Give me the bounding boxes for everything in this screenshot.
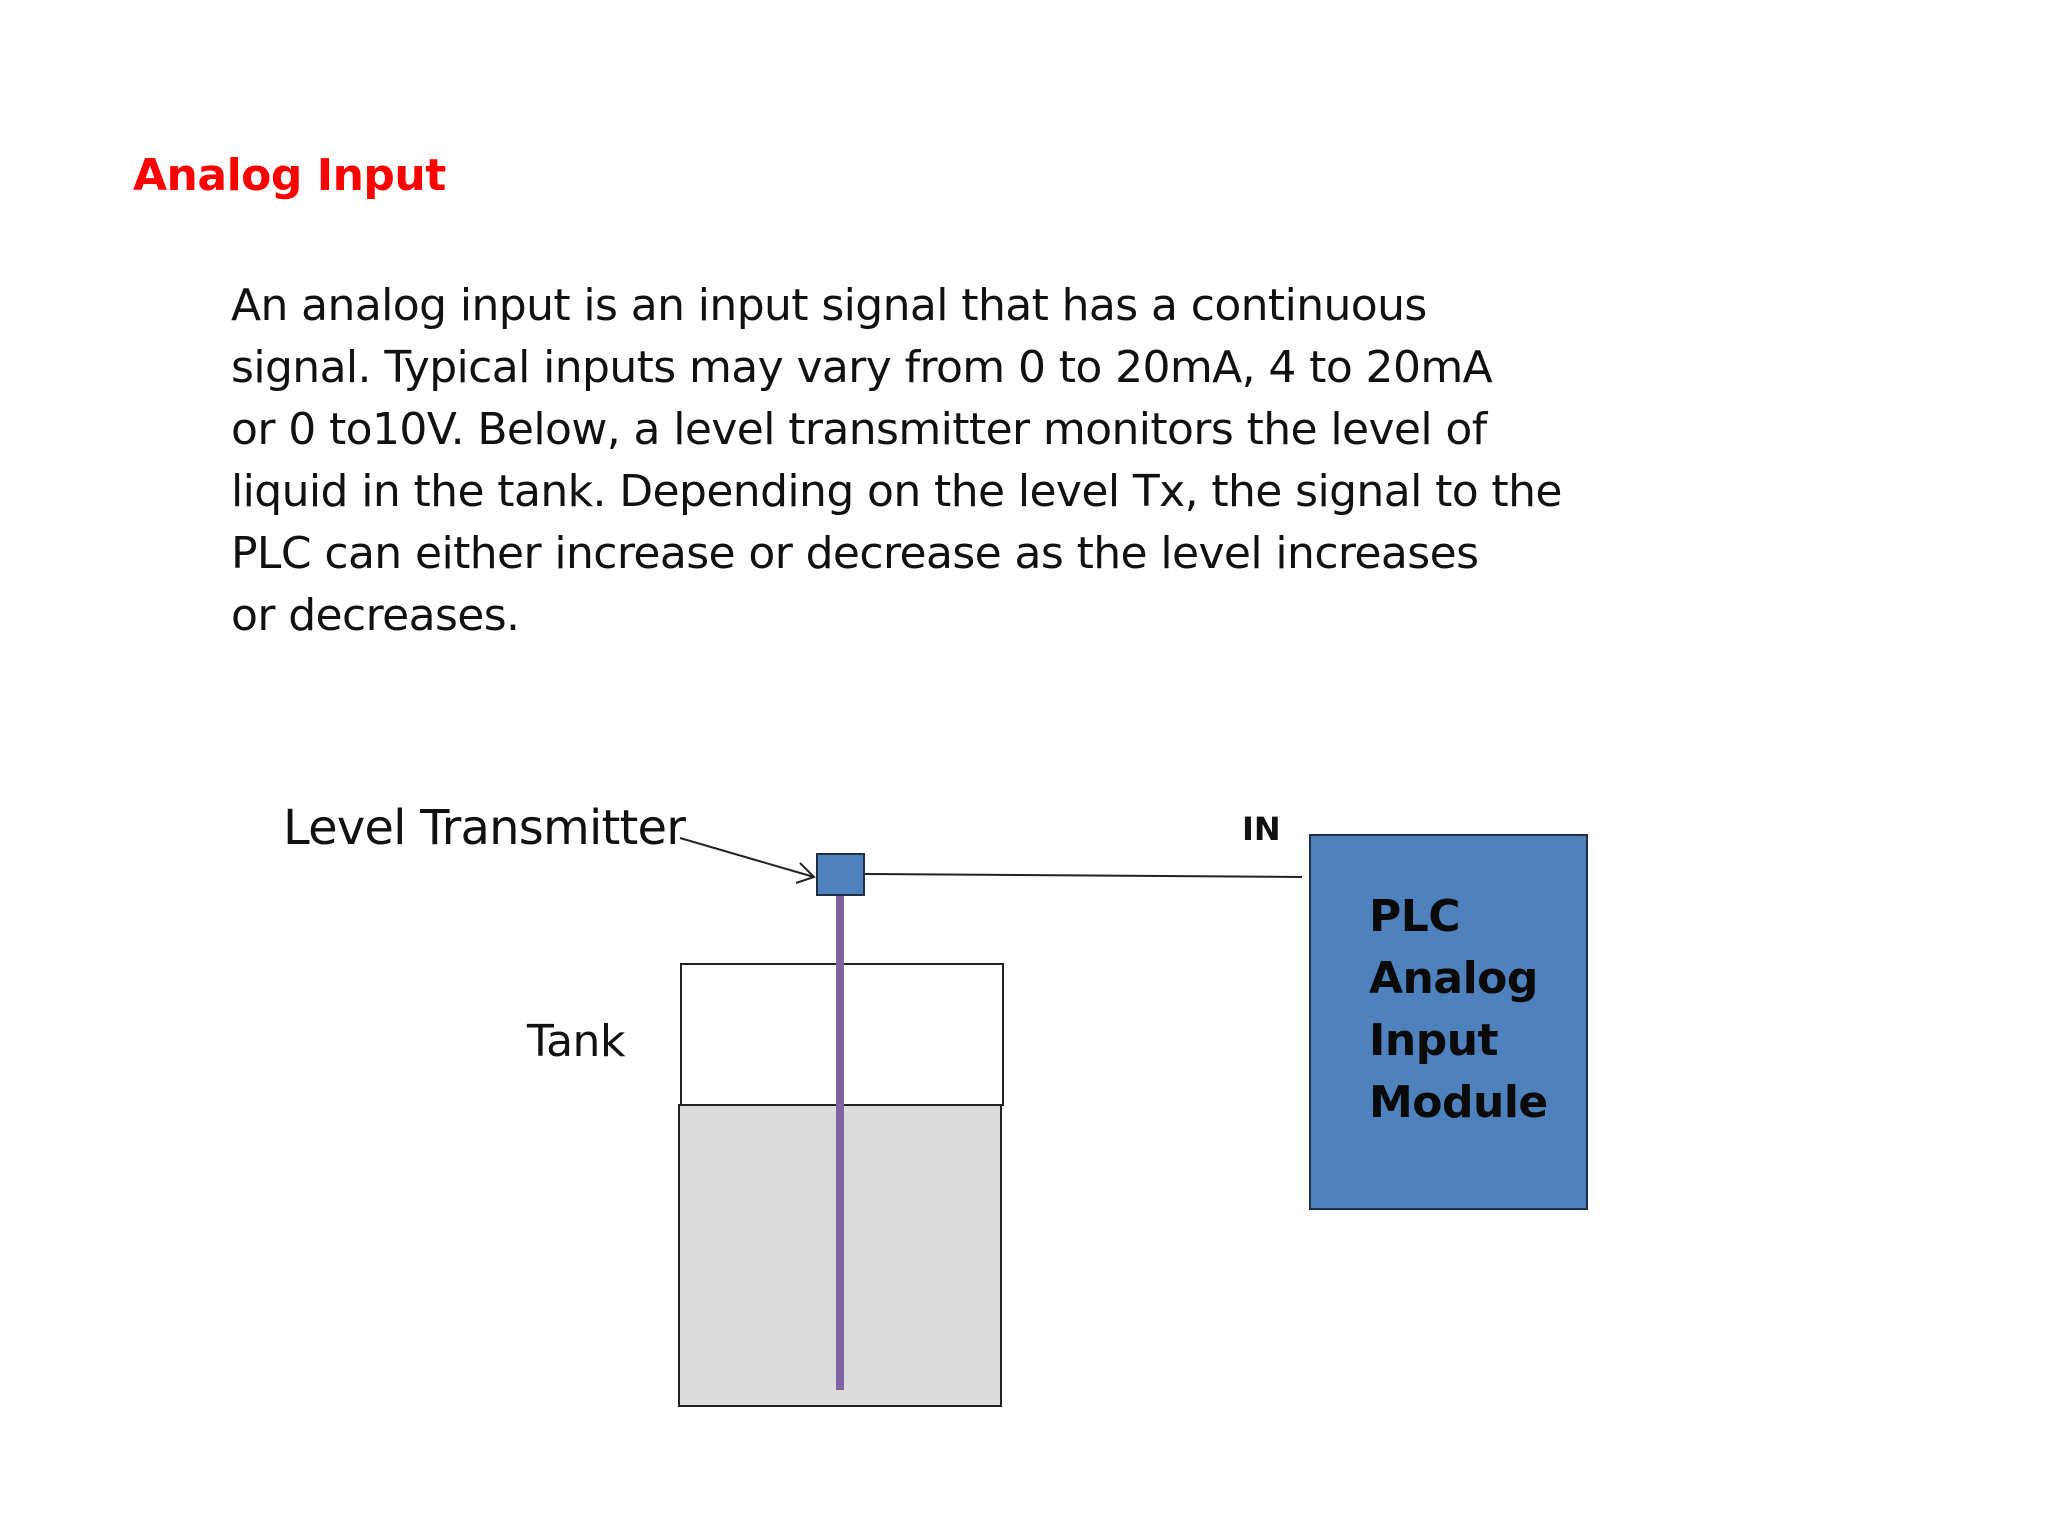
- signal-wire: [865, 874, 1302, 877]
- tank-label: Tank: [527, 1016, 625, 1067]
- plc-analog-input-module: [1309, 834, 1588, 1210]
- body-line: or decreases.: [231, 590, 520, 641]
- plc-label-line: PLC: [1369, 891, 1461, 942]
- body-line: PLC can either increase or decrease as the level increases: [231, 528, 1479, 579]
- transmitter-label: Level Transmitter: [283, 800, 686, 856]
- plc-label-line: Module: [1369, 1077, 1548, 1128]
- input-label: IN: [1242, 810, 1281, 848]
- plc-label-line: Input: [1369, 1015, 1499, 1066]
- body-line: An analog input is an input signal that has a continuous: [231, 280, 1427, 331]
- slide-title: Analog Input: [133, 150, 446, 201]
- body-line: liquid in the tank. Depending on the level Tx, the signal to the: [231, 466, 1562, 517]
- transmitter-pointer: [680, 838, 814, 877]
- body-line: signal. Typical inputs may vary from 0 to 20mA, 4 to 20mA: [231, 342, 1493, 393]
- plc-label-line: Analog: [1369, 953, 1538, 1004]
- level-transmitter: [817, 854, 864, 895]
- plc-label: [1369, 886, 1548, 1134]
- body-line: or 0 to10V. Below, a level transmitter monitors the level of: [231, 404, 1487, 455]
